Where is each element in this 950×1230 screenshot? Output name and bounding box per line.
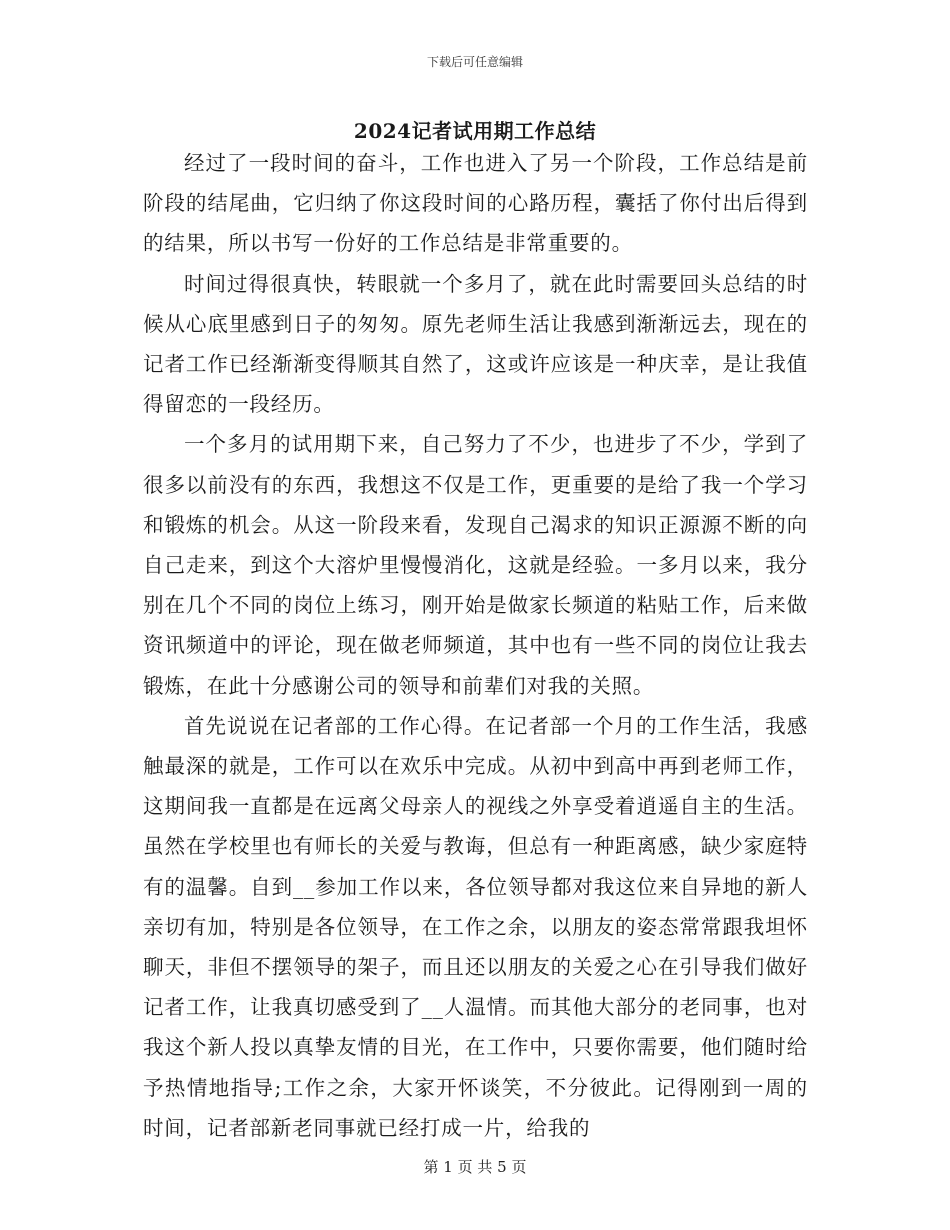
document-title: 2024记者试用期工作总结	[353, 119, 597, 143]
body-paragraph: 一个多月的试用期下来，自己努力了不少，也进步了不少，学到了很多以前没有的东西，我想这不仅是工作，更重要的是给了我一个学习和锻炼的机会。从这一阶段来看，发现自己渴求的知识正源源不断的向自己走来，到这个大溶炉里慢慢消化，这就是经验。一多月以来，我分别在几个不同的岗位上练习，刚开始是做家长频道的粘贴工作，后来做资讯频道中的评论，现在做老师频道，其中也有一些不同的岗位让我去锻炼，在此十分感谢公司的领导和前辈们对我的关照。	[143, 432, 808, 698]
document-body	[143, 143, 808, 1148]
body-paragraph: 首先说说在记者部的工作心得。在记者部一个月的工作生活，我感触最深的就是，工作可以在欢乐中完成。从初中到高中再到老师工作，这期间我一直都是在远离父母亲人的视线之外享受着逍遥自主的生活。虽然在学校里也有师长的关爱与教诲，但总有一种距离感，缺少家庭特有的温馨。自到__参加工作以来，各位领导都对我这位来自异地的新人亲切有加，特别是各位领导，在工作之余，以朋友的姿态常常跟我坦怀聊天，非但不摆领导的架子，而且还以朋友的关爱之心在引导我们做好记者工作，让我真切感受到了__人温情。而其他大部分的老同事，也对我这个新人投以真挚友情的目光，在工作中，只要你需要，他们随时给予热情地指导;工作之余，大家开怀谈笑，不分彼此。记得刚到一周的时间，记者部新老同事就已经打成一片，给我的	[143, 713, 808, 1140]
page-number-footer: 第 1 页 共 5 页	[423, 1158, 527, 1176]
body-paragraph: 时间过得很真快，转眼就一个多月了，就在此时需要回头总结的时候从心底里感到日子的匆匆。原先老师生活让我感到渐渐远去，现在的记者工作已经渐渐变得顺其自然了，这或许应该是一种庆幸，是让我值得留恋的一段经历。	[143, 271, 808, 417]
page-header-note: 下载后可任意编辑	[426, 55, 523, 69]
body-paragraph: 经过了一段时间的奋斗，工作也进入了另一个阶段，工作总结是前阶段的结尾曲，它归纳了你这段时间的心路历程，囊括了你付出后得到的结果，所以书写一份好的工作总结是非常重要的。	[143, 151, 808, 256]
